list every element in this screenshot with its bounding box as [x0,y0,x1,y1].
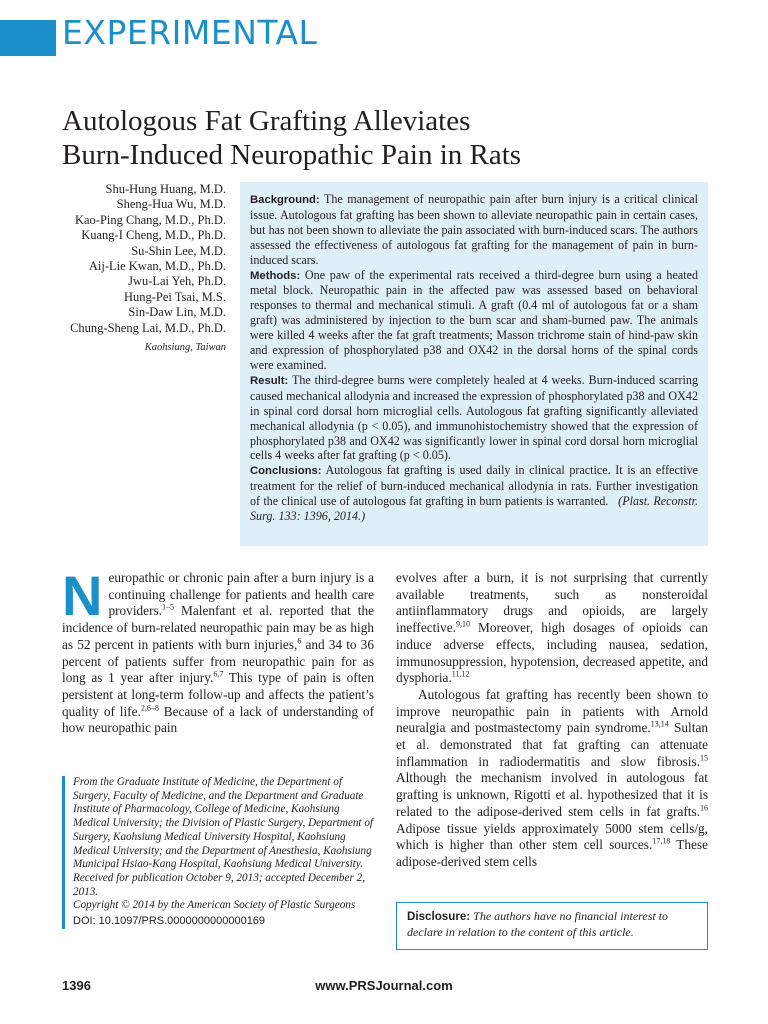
title-line: Burn-Induced Neuropathic Pain in Rats [62,139,522,171]
body-text: This type of pain is often persistent at long-term follow-up and affects the patient’s quality of life. [62,670,374,719]
abstract-methods-label: Methods: [250,269,301,282]
reference-marker: 15 [700,753,708,763]
body-text: Sultan et al. demonstrated that fat grafting can attenuate inflammation in radiodermatitis and slow fibrosis. [396,720,709,769]
abstract-result-label: Result: [250,374,289,387]
reference-marker: 6,7 [213,669,224,679]
body-column-right [396,570,708,871]
author: Chung-Sheng Lai, M.D., Ph.D. [70,320,226,335]
journal-url[interactable]: www.PRSJournal.com [315,978,453,993]
author-location: Kaohsiung, Taiwan [144,342,226,354]
author: Kao-Ping Chang, M.D., Ph.D. [74,212,226,227]
body-paragraph [396,570,708,687]
reference-marker: 11,12 [451,669,470,679]
reference-marker: 6 [297,636,302,646]
reference-marker: 1–5 [162,602,174,612]
author-list [40,182,226,355]
body-text: Adipose tissue yields approximately 5000 stem cells/g, which is higher than other stem cell sources. [396,820,708,853]
body-text: europathic or chronic pain after a burn injury is a continuing challenge for patients and health care providers. [108,570,374,619]
affiliation-copyright: Copyright © 2014 by the American Society of Plastic Surgeons [73,899,356,912]
body-text: evolves after a burn, it is not surprising that currently available treatments, such as nonsteroidal antiinflammatory drugs and opioids, are largely ineffective. [396,570,708,636]
section-header [0,13,768,62]
abstract-citation: (Plast. Reconstr. Surg. 133: 1396, 2014.) [250,494,699,524]
title-line: Autologous Fat Grafting Alleviates [62,105,471,137]
body-text: and 34 to 36 percent of patients suffer from neuropathic pain for as long as 1 year after injury. [62,636,374,686]
abstract-conclusions [250,463,698,524]
article-title [62,104,712,172]
disclosure-text: The authors have no financial interest to declare in relation to the content of this article. [407,909,669,939]
reference-marker: 17,18 [652,836,671,846]
body-text: These adipose-derived stem cells [396,837,708,869]
affiliation-from: From the Graduate Institute of Medicine, the Department of Surgery, Faculty of Medicine, and the Department and Graduate Institute of Pharmacology, College of Medicine, Kaohsiung Medical University; the Division of Plastic Surgery, Department of Surgery, Kaohsiung Medical University Hospital, Kaohsiung Medical University; and the Department of Anesthesia, Kaohsiung Municipal Hsiao-Kang Hospital, Kaohsiung Medical University. [73,776,374,871]
reference-marker: 9,10 [455,619,470,629]
section-color-block [0,20,56,56]
author: Kuang-I Cheng, M.D., Ph.D. [81,228,226,243]
body-text: Because of a lack of understanding of how neuropathic pain [62,703,374,736]
author: Sheng-Hua Wu, M.D. [116,197,226,212]
reference-marker: 2,6–8 [140,703,159,713]
affiliation-received: Received for publication October 9, 2013; accepted December 2, 2013. [73,871,366,898]
abstract-background [250,192,698,268]
abstract-conclusions-label: Conclusions: [250,465,322,478]
disclosure-box [396,902,708,950]
body-text: Moreover, high dosages of opioids can induce adverse effects, including nausea, sedation, immunosuppression, hypotension, decreased appetite, and dysphoria. [396,620,708,686]
doi-link[interactable]: DOI: 10.1097/PRS.0000000000000169 [73,915,266,928]
body-text: Malenfant et al. reported that the incidence of burn-related neuropathic pain may be as high as 52 percent in patients with burn injuries, [62,603,374,652]
body-column-left [62,564,374,737]
affiliation-note [62,776,374,929]
page-number: 1396 [62,978,91,993]
body-paragraph [62,564,374,737]
abstract-background-label: Background: [250,194,320,206]
abstract-result-text: The third-degree burns were completely healed at 4 weeks. Burn-induced scarring caused mechanical allodynia and increased the expression of phosphorylated p38 and OX42 in spinal cord dorsal horn microglial cells. Autologous fat grafting significantly alleviated mechanical allodynia (p < 0.05), and immunohistochemistry showed that the expression of phosphorylated p38 and OX42 was significantly lower in spinal cord dorsal horn microglial cells 4 weeks after fat grafting (p < 0.05). [250,372,698,463]
section-label: EXPERIMENTAL [62,13,318,52]
body-text: Although the mechanism involved in autologous fat grafting is unknown, Rigotti et al. hypothesized that it is related to the adipose-derived stem cells in fat grafts. [396,770,708,819]
body-paragraph [396,687,708,871]
abstract-background-text: The management of neuropathic pain after burn injury is a critical clinical issue. Autologous fat grafting has been shown to alleviate neuropathic pain in certain cases, but has not been shown to alleviate the pain associated with burn-induced scars. The authors assessed the effectiveness of autologous fat grafting for the management of pain in burn-induced scars. [250,192,698,267]
reference-marker: 16 [700,803,708,813]
disclosure-label: Disclosure: [407,910,471,923]
author: Sin-Daw Lin, M.D. [128,305,226,320]
drop-cap: N [62,564,103,627]
abstract-conclusions-text: Autologous fat grafting is used daily in clinical practice. It is an effective treatment for the relief of burn-induced mechanical allodynia in rats. Further investigation of the clinical use of autologous fat grafting in burn patients is warranted. [250,463,699,509]
abstract-methods-text: One paw of the experimental rats received a third-degree burn using a heated metal block. Neuropathic pain in the affected paw was assessed based on behavioral responses to thermal and mechanical stimuli. A graft (0.4 ml of autologous fat or a sham graft) was administered by injection to the burn scar and sham-burned paw. The animals were killed 4 weeks after the fat graft treatments; Masson trichrome stain of hind-paw skin and expression of phosphorylated p38 and OX42 in the dorsal horns of the spinal cords were examined. [250,267,698,372]
author: Aij-Lie Kwan, M.D., Ph.D. [88,259,226,274]
abstract-box [240,182,708,546]
author: Su-Shin Lee, M.D. [131,243,226,258]
reference-marker: 13,14 [650,719,669,729]
author: Jwu-Lai Yeh, Ph.D. [128,274,226,289]
abstract-result [250,373,698,463]
abstract-methods [250,268,698,373]
author: Hung-Pei Tsai, M.S. [123,289,226,304]
author: Shu-Hung Huang, M.D. [105,182,226,196]
body-text: Autologous fat grafting has recently been shown to improve neuropathic pain in patients with Arnold neuralgia and postmastectomy pain syndrome. [396,686,708,736]
